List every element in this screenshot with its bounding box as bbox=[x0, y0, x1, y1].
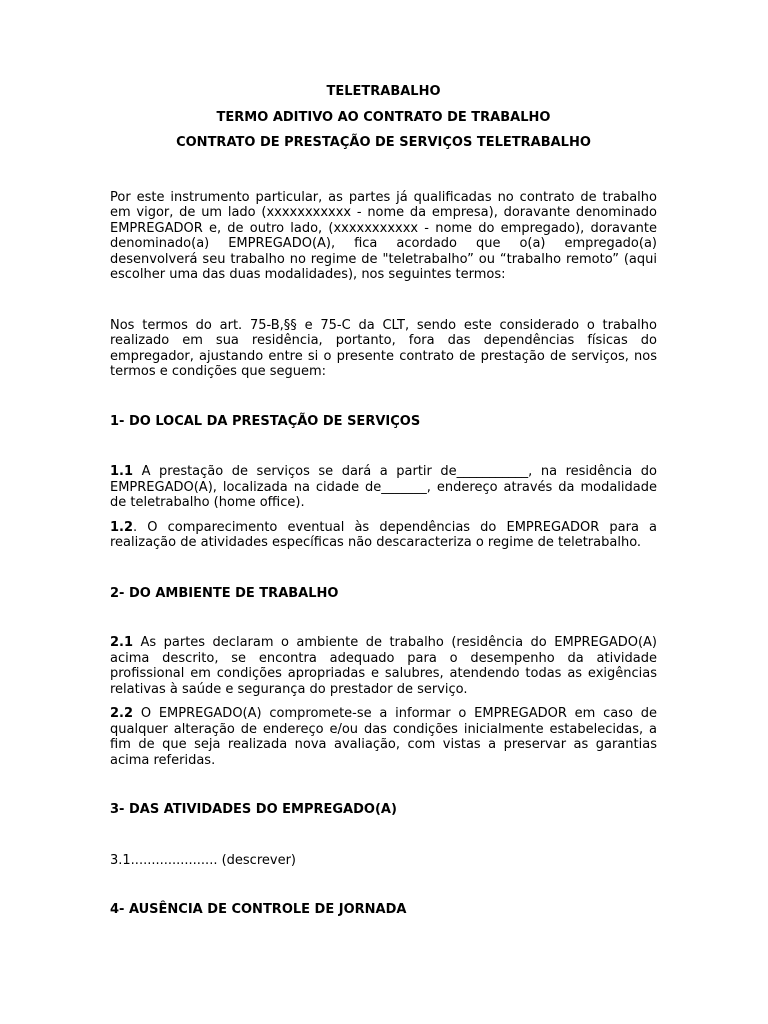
clause-text: O EMPREGADO(A) compromete-se a informar o EMPREGADOR em caso de qualquer alteração de endereço e/ou das condições inicialmente estabelecidas, a fim de que seja realizada nova avaliação, com vistas a preservar as garantias acima referidas. bbox=[110, 706, 657, 768]
section-1-heading: 1- DO LOCAL DA PRESTAÇÃO DE SERVIÇOS bbox=[110, 413, 421, 429]
document-subtitle: TERMO ADITIVO AO CONTRATO DE TRABALHO bbox=[216, 109, 551, 125]
document-title: TELETRABALHO bbox=[326, 84, 441, 99]
clause-1-2 bbox=[110, 520, 657, 551]
clause-1-1 bbox=[110, 464, 657, 511]
clause-3-1: 3.1..................... (descrever) bbox=[110, 852, 296, 868]
clause-number: 1.1 bbox=[110, 464, 134, 479]
section-4-heading: 4- AUSÊNCIA DE CONTROLE DE JORNADA bbox=[110, 902, 407, 917]
clause-number: 1.2 bbox=[110, 519, 134, 535]
clause-text: As partes declaram o ambiente de trabalho (residência do EMPREGADO(A) acima descrito, se encontra adequado para o desempenho da atividade profissional em condições apropriadas e salubres, atendendo todas as exigências relativas à saúde e segurança do prestador de serviço. bbox=[110, 635, 657, 697]
clause-text: . O comparecimento eventual às dependências do EMPREGADOR para a realização de atividades específicas não descaracteriza o regime de teletrabalho. bbox=[110, 519, 657, 550]
clause-number: 2.1 bbox=[110, 635, 134, 650]
legal-basis-paragraph: Nos termos do art. 75-B,§§ e 75-C da CLT, sendo este considerado o trabalho realizado em sua residência, portanto, fora das dependências físicas do empregador, ajustando entre si o presente contrato de prestação de serviços, nos termos e condições que seguem: bbox=[110, 317, 657, 379]
document-contract-title: CONTRATO DE PRESTAÇÃO DE SERVIÇOS TELETRABALHO bbox=[176, 135, 591, 150]
section-2-heading: 2- DO AMBIENTE DE TRABALHO bbox=[110, 585, 339, 601]
document-body bbox=[110, 84, 657, 918]
section-3-heading: 3- DAS ATIVIDADES DO EMPREGADO(A) bbox=[110, 802, 397, 817]
clause-2-2 bbox=[110, 706, 657, 768]
clause-text: A prestação de serviços se dará a partir de___________, na residência do EMPREGADO(A), localizada na cidade de_______, endereço através da modalidade de teletrabalho (home office). bbox=[110, 464, 657, 510]
intro-paragraph: Por este instrumento particular, as partes já qualificadas no contrato de trabalho em vigor, de um lado (xxxxxxxxxxx - nome da empresa), doravante denominado EMPREGADOR e, de outro lado, (xxxxxxxxxxx - nome do empregado), doravante denominado(a) EMPREGADO(A), fica acordado que o(a) empregado(a) desenvolverá seu trabalho no regime de "teletrabalho” ou “trabalho remoto” (aqui escolher uma das duas modalidades), nos seguintes termos: bbox=[110, 189, 657, 282]
clause-2-1 bbox=[110, 635, 657, 697]
clause-number: 2.2 bbox=[110, 706, 134, 721]
